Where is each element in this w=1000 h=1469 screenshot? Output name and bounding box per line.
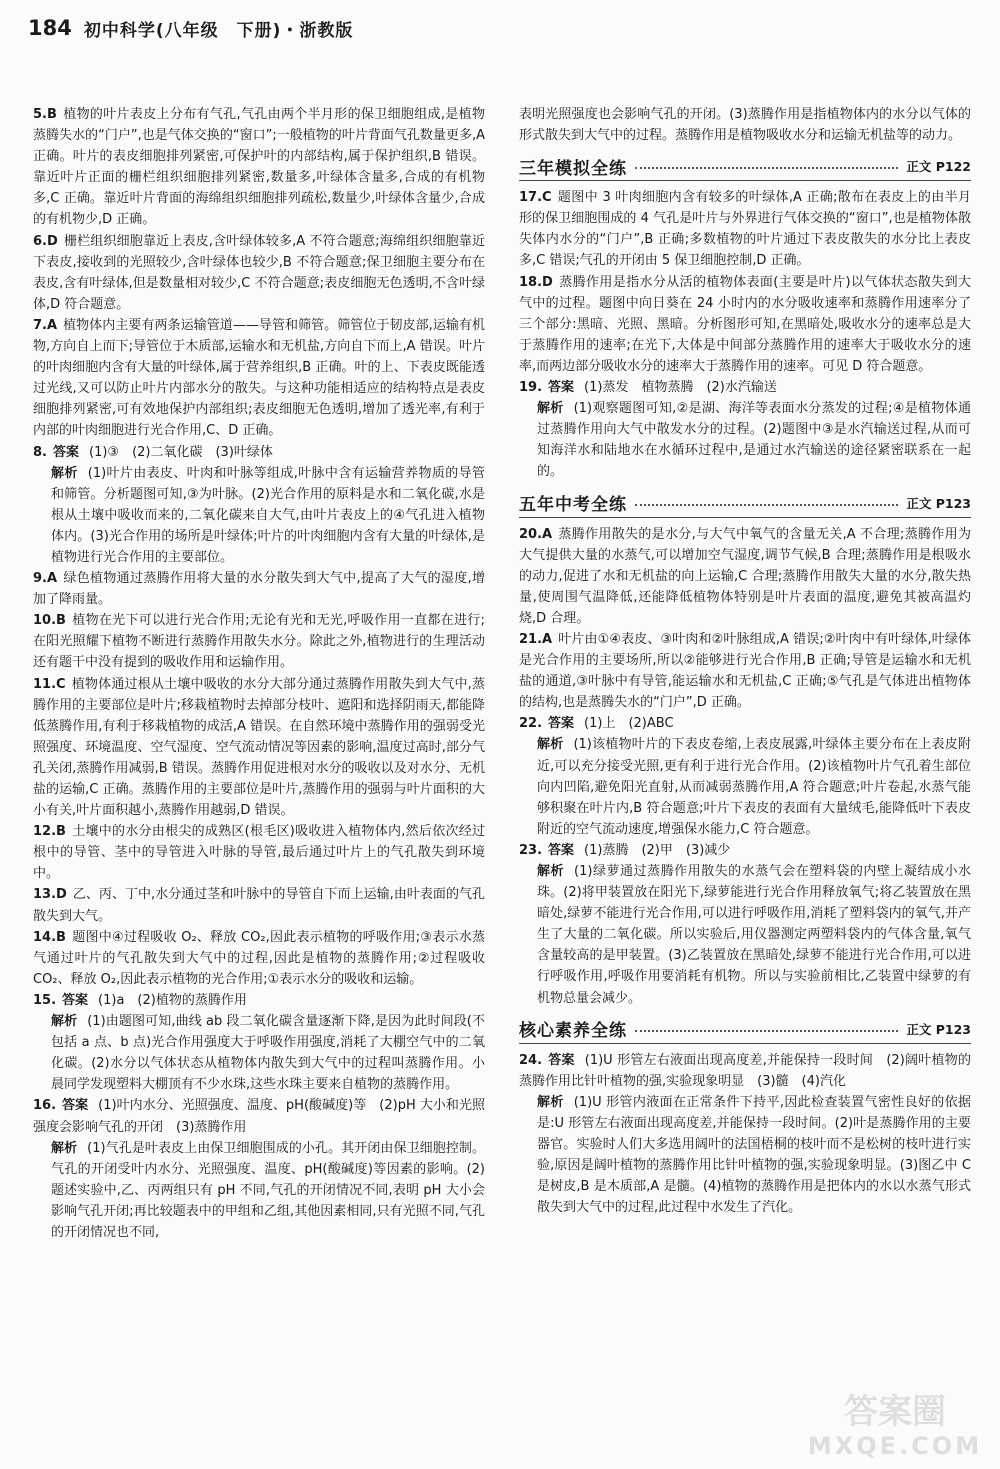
item-tag: 答案 — [548, 716, 575, 732]
answer-item — [519, 861, 971, 1009]
answer-item — [33, 104, 485, 231]
item-tag: 解析 — [51, 465, 78, 481]
item-tag: 答案 — [548, 842, 575, 858]
section-dotted-leader — [635, 1030, 898, 1032]
item-number: 9.A — [33, 571, 58, 587]
item-text: 植物在光下可以进行光合作用;无论有光和无光,呼吸作用一直都在进行;在阳光照耀下植物不断进行蒸腾作用散失水分。除此之外,植物进行的生理活动还有题干中没有提到的吸收作用和运输作用。 — [33, 613, 485, 671]
item-text: 土壤中的水分由根尖的成熟区(根毛区)吸收进入植物体内,然后依次经过根中的导管、茎中的导管进入叶脉的导管,最后通过叶片上的气孔散失到环境中。 — [33, 824, 485, 882]
item-number: 13.D — [33, 887, 67, 903]
item-text: (1)蒸发 植物蒸腾 (2)水汽输送 — [584, 380, 777, 396]
item-text: 植物体内主要有两条运输管道——导管和筛管。筛管位于韧皮部,运输有机物,方向自上而下;导管位于木质部,运输水和无机盐,方向自下而上,A 错误。叶片的叶肉细胞内含有大量的叶绿体,属于营养组织,B 正确。叶的上、下表皮既能透过光线,又可以防止叶片内部水分的散失。与这种功能相适应的结构特点是表皮细胞排列紧密,可有效地保护内部组织;表皮细胞无色透明,增加了透光率,有利于内部的叶肉细胞进行光合作用,C、D 正确。 — [33, 317, 485, 439]
item-number: 17.C — [519, 190, 552, 206]
item-tag: 答案 — [548, 1052, 575, 1068]
item-tag: 解析 — [51, 1014, 78, 1030]
continuation-text: 表明光照强度也会影响气孔的开闭。(3)蒸腾作用是指植物体内的水分以气体的形式散失到大气中的过程。蒸腾作用是植物吸收水分和运输无机盐等的动力。 — [519, 107, 971, 144]
item-tag: 解析 — [537, 737, 564, 753]
answer-item — [519, 187, 971, 271]
item-number: 21.A — [519, 631, 553, 647]
item-number: 20.A — [519, 526, 553, 542]
item-text: (1)蒸腾 (2)甲 (3)减少 — [584, 842, 731, 858]
item-number: 11.C — [33, 676, 66, 692]
item-number: 23. — [519, 842, 543, 858]
section-dotted-leader — [635, 504, 898, 506]
answer-item — [519, 734, 971, 839]
right-column — [519, 104, 971, 1218]
item-text: 蒸腾作用是指水分从活的植物体表面(主要是叶片)以气体状态散失到大气中的过程。题图中向日葵在 24 小时内的水分吸收速率和蒸腾作用速率分了三个部分:黑暗、光照、黑暗。分析图形可知,在黑暗处,吸收水分的速率总是大于蒸腾作用的速率;在光下,大体是中间部分蒸腾作用的速率大于吸收水分的速率,而两边部分吸收水分的速率大于蒸腾作用的速率。可见 D 符合题意。 — [519, 274, 971, 374]
answer-item — [519, 377, 971, 398]
answer-item — [33, 1138, 485, 1243]
item-tag: 解析 — [537, 401, 564, 417]
answer-item — [519, 629, 971, 713]
item-text: (1)叶内水分、光照强度、温度、pH(酸碱度)等 (2)pH 大小和光照强度会影响气孔的开闭 (3)蒸腾作用 — [33, 1098, 485, 1135]
item-text: (1)U 形管内液面在正常条件下持平,因此检查装置气密性良好的依据是:U 形管左右液面出现高度差,并能保持一段时间。(2)叶是蒸腾作用的主要器官。实验时人们大多选用阔叶的法国梧桐的枝叶而不是松树的枝叶进行实验,原因是阔叶植物的蒸腾作用比针叶植物的强,实验现象明显。(3)图乙中 C 是树皮,B 是木质部,A 是髓。(4)植物的蒸腾作用是把体内的水以水蒸气形式散失到大气中的过程,此过程中水发生了汽化。 — [537, 1094, 971, 1216]
item-text: (1)气孔是叶表皮上由保卫细胞围成的小孔。其开闭由保卫细胞控制。气孔的开闭受叶内水分、光照强度、温度、pH(酸碱度)等因素的影响。(2)题述实验中,乙、丙两组只有 pH 不同,气孔的开闭情况不同,表明 pH 大小会影响气孔开闭;再比较题表中的甲组和乙组,其他因素相同,只有光照不同,气孔的开闭情况也不同, — [51, 1140, 485, 1240]
item-text: (1)叶片由表皮、叶肉和叶脉等组成,叶脉中含有运输营养物质的导管和筛管。分析题图可知,③为叶脉。(2)光合作用的原料是水和二氧化碳,水是根从土壤中吸收而来的,二氧化碳来自大气,由叶片表皮上的④气孔进入植物体内。(3)光合作用的场所是叶绿体;叶片的叶肉细胞内含有大量的叶绿体,是植物进行光合作用的主要部位。 — [51, 465, 485, 565]
item-tag: 解析 — [51, 1140, 78, 1156]
item-number: 16. — [33, 1098, 57, 1114]
item-text: (1)由题图可知,曲线 ab 段二氧化碳含量逐渐下降,是因为此时间段(不包括 a 点、b 点)光合作用强度大于呼吸作用强度,消耗了大棚空气中的二氧化碳。(2)水分以气体状态从植物体内散失到大气中的过程叫蒸腾作用。小晨同学发现塑料大棚顶有不少水珠,这些水珠主要来自植物的蒸腾作用。 — [51, 1014, 485, 1093]
item-text: 题图中④过程吸收 O₂、释放 CO₂,因此表示植物的呼吸作用;③表示水蒸气通过叶片的气孔散失到大气中的过程,因此是植物的蒸腾作用;②过程吸收 CO₂、释放 O₂,因此表示植物的光合作用;①表示水分的吸收和运输。 — [33, 929, 485, 987]
section-header — [519, 1015, 971, 1044]
item-text: 乙、丙、丁中,水分通过茎和叶脉中的导管自下而上运输,由叶表面的气孔散失到大气。 — [33, 887, 485, 924]
section-page-ref: 正文 P123 — [906, 495, 971, 511]
item-number: 24. — [519, 1052, 543, 1068]
item-number: 10.B — [33, 613, 66, 629]
item-tag: 答案 — [62, 1098, 89, 1114]
answer-item — [519, 524, 971, 629]
answer-item — [33, 231, 485, 315]
section-page-ref: 正文 P122 — [906, 159, 971, 175]
item-number: 12.B — [33, 824, 66, 840]
item-number: 15. — [33, 992, 57, 1008]
answer-item — [33, 821, 485, 884]
answer-item — [33, 1011, 485, 1095]
section-page-ref: 正文 P123 — [906, 1021, 971, 1037]
answer-item — [519, 713, 971, 734]
item-number: 7.A — [33, 317, 58, 333]
item-text: 题图中 3 叶肉细胞内含有较多的叶绿体,A 正确;散布在表皮上的由半月形的保卫细胞围成的 4 气孔是叶片与外界进行气体交换的“窗口”,也是植物体散失体内水分的“门户”,B 正确;多数植物的叶片通过下表皮散失的水分比上表皮多,C 错误;气孔的开闭由 5 保卫细胞控制,D 正确。 — [519, 190, 971, 269]
item-text: (1)绿萝通过蒸腾作用散失的水蒸气会在塑料袋的内壁上凝结成小水珠。(2)将甲装置放在阳光下,绿萝能进行光合作用释放氧气;将乙装置放在黑暗处,绿萝不能进行光合作用,可以进行呼吸作用,消耗了塑料袋内的氧气,并产生了大量的二氧化碳。所以实验后,用仪器测定两塑料袋内的气体含量,氧气含量较高的是甲装置。(3)乙装置放在黑暗处,绿萝不能进行光合作用,可以进行呼吸作用,呼吸作用要消耗有机物。所以与实验前相比,乙装置中绿萝的有机物总量会减少。 — [537, 864, 971, 1006]
answer-item — [33, 884, 485, 926]
answer-item — [519, 840, 971, 861]
item-tag: 解析 — [537, 864, 565, 879]
page-header — [28, 6, 972, 50]
section-title: 五年中考全练 — [519, 495, 627, 515]
item-tag: 答案 — [548, 380, 575, 396]
item-text: (1)该植物叶片的下表皮卷缩,上表皮展露,叶绿体主要分布在上表皮附近,可以充分接受光照,更有利于进行光合作用。(2)该植物叶片气孔着生部位向内凹陷,避免阳光直射,从而减弱蒸腾作用,A 符合题意;叶片卷起,水蒸气能够积聚在叶片内,B 符合题意;叶片下表皮的表面有大量绒毛,能降低叶下表皮附近的空气流动速度,增强保水能力,C 符合题意。 — [537, 737, 971, 837]
item-number: 5.B — [33, 107, 57, 122]
section-dotted-leader — [635, 167, 898, 169]
answer-item — [33, 568, 485, 610]
item-number: 19. — [519, 380, 543, 396]
answer-item — [519, 272, 971, 377]
item-text: 栅栏组织细胞靠近上表皮,含叶绿体较多,A 不符合题意;海绵组织细胞靠近下表皮,接收到的光照较少,含叶绿体也较少,B 不符合题意;保卫细胞主要分布在表皮,含有叶绿体,但是数量相对较少,C 不符合题意;表皮细胞无色透明,不含叶绿体,D 符合题意。 — [33, 233, 485, 312]
item-text: 蒸腾作用散失的是水分,与大气中氧气的含量无关,A 不合理;蒸腾作用为大气提供大量的水蒸气,可以增加空气湿度,调节气候,B 合理;蒸腾作用是根吸水的动力,促进了水和无机盐的向上运输,C 合理;蒸腾作用散失大量的水分,散失热量,使周围气温降低,还能降低植物体特别是叶片表面的温度,避免其被高温灼烧,D 合理。 — [519, 526, 971, 626]
item-text: 绿色植物通过蒸腾作用将大量的水分散失到大气中,提高了大气的湿度,增加了降雨量。 — [33, 571, 485, 608]
item-text: (1)上 (2)ABC — [584, 716, 674, 732]
answer-item — [519, 1050, 971, 1092]
section-title: 三年模拟全练 — [519, 158, 627, 179]
item-text: 植物的叶片表皮上分布有气孔,气孔由两个半月形的保卫细胞组成,是植物蒸腾失水的“门户”,也是气体交换的“窗口”;一般植物的叶片背面气孔数量更多,A 正确。叶片的表皮细胞排列紧密,可保护叶的内部结构,属于保护组织,B 错误。靠近叶片正面的栅栏组织细胞排列紧密,数量多,叶绿体含量多,合成的有机物多,C 正确。靠近叶片背面的海绵组织细胞排列疏松,数量少,叶绿体含量少,合成的有机物少,D 正确。 — [33, 107, 485, 228]
answer-item — [33, 610, 485, 673]
section-header — [519, 489, 971, 518]
answer-item — [519, 1092, 971, 1219]
item-number: 18.D — [519, 274, 553, 290]
answer-item — [33, 463, 485, 568]
section-title: 核心素养全练 — [519, 1021, 627, 1042]
item-text: 叶片由①④表皮、③叶肉和②叶脉组成,A 错误;②叶肉中有叶绿体,叶绿体是光合作用的主要场所,所以②能够进行光合作用,B 正确;导管是运输水和无机盐的通道,③叶脉中有导管,能运输水和无机盐,C 正确;⑤气孔是气体进出植物体的结构,也是蒸腾失水的“门户”,D 正确。 — [519, 631, 971, 711]
answer-item — [33, 990, 485, 1011]
item-number: 6.D — [33, 233, 58, 249]
answer-item — [33, 927, 485, 990]
book-title: 初中科学(八年级 下册)・浙教版 — [83, 20, 354, 41]
section-header — [519, 152, 971, 181]
answer-item — [33, 442, 485, 463]
item-tag: 解析 — [537, 1094, 564, 1110]
answer-item — [33, 674, 485, 822]
answer-item — [33, 1095, 485, 1137]
item-text: 植物体通过根从土壤中吸收的水分大部分通过蒸腾作用散失到大气中,蒸腾作用的主要部位是叶片;移栽植物时去掉部分枝叶、遮阳和选择阴雨天,都能降低蒸腾作用,有利于移栽植物的成活,A 错误。在自然环境中蒸腾作用的强弱受光照强度、环境温度、空气湿度、空气流动情况等因素的影响,温度过高时,部分气孔关闭,蒸腾作用减弱,B 错误。蒸腾作用促进根对水分的吸收以及对水分、无机盐的运输,C 正确。蒸腾作用的主要部位是叶片,蒸腾作用的强弱与叶片面积的大小有关,叶片面积越小,蒸腾作用越弱,D 错误。 — [33, 676, 485, 819]
item-text: (1)③ (2)二氧化碳 (3)叶绿体 — [89, 444, 273, 460]
item-text: (1)U 形管左右液面出现高度差,并能保持一段时间 (2)阔叶植物的蒸腾作用比针叶植物的强,实验现象明显 (3)髓 (4)汽化 — [519, 1052, 971, 1089]
item-number: 22. — [519, 716, 543, 732]
item-tag: 答案 — [62, 992, 89, 1008]
answer-item — [33, 315, 485, 442]
item-text: (1)观察题图可知,②是湖、海洋等表面水分蒸发的过程;④是植物体通过蒸腾作用向大气中散发水分的过程。(2)题图中③是水汽输送过程,从而可知海洋水和陆地水在水循环过程中,是通过水汽输送的途径紧密联系在一起的。 — [537, 401, 971, 480]
item-tag: 答案 — [52, 444, 79, 460]
item-number: 8. — [33, 444, 47, 460]
item-text: (1)a (2)植物的蒸腾作用 — [98, 992, 247, 1008]
answer-item — [519, 398, 971, 482]
left-column — [33, 104, 485, 1243]
page-number: 184 — [28, 16, 72, 40]
watermark-logo: 答案圈 MXQE.COM — [807, 1392, 983, 1460]
item-number: 14.B — [33, 929, 66, 945]
